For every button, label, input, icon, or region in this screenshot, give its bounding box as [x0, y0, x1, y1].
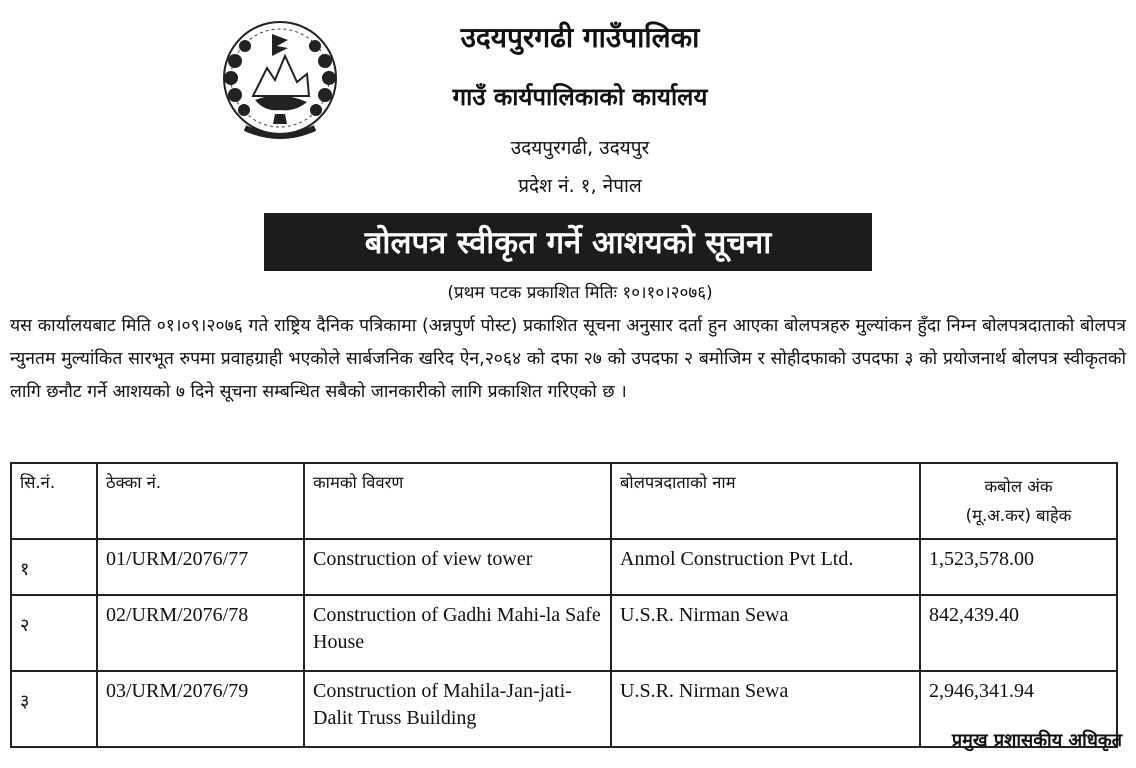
cell-amount: 1,523,578.00: [920, 539, 1117, 595]
cell-amount: 842,439.40: [920, 595, 1117, 671]
table-row: [11, 595, 1117, 671]
header-bidder: बोलपत्रदाताको नाम: [611, 463, 920, 539]
office-address: उदयपुरगढी, उदयपुर: [510, 137, 650, 159]
signatory: प्रमुख प्रशासकीय अधिकृत: [951, 730, 1122, 751]
notice-body: यस कार्यालयबाट मिति ०१।०९।२०७६ गते राष्ट्रिय दैनिक पत्रिकामा (अन्नपुर्ण पोस्ट) प्रकाशित सूचना अनुसार दर्ता हुन आएका बोलपत्रहरु मुल्यांकन हुँदा निम्न बोलपत्रदाताको बोलपत्र न्युनतम मुल्यांकित सारभूत रुपमा प्रवाहग्राही भएकोले सार्बजनिक खरिद ऐन,२०६४ को दफा २७ को उपदफा २ बमोजिम र सोहीदफाको उपदफा ३ को प्रयोजनार्थ बोलपत्र स्वीकृतको लागि छनौट गर्ने आशयको ७ दिने सूचना सम्बन्धित सबैको जानकारीको लागि प्रकाशित गरिएको छ ।: [10, 316, 1126, 402]
cell-bidder: Anmol Construction Pvt Ltd.: [611, 539, 920, 595]
cell-sn: ३: [11, 671, 97, 747]
cell-contract-no: 02/URM/2076/78: [97, 595, 304, 671]
table-row: [11, 539, 1117, 595]
cell-sn: २: [11, 595, 97, 671]
header-amount-line2: (मू.अ.कर) बाहेक: [965, 506, 1072, 525]
header-amount: [920, 463, 1117, 539]
bid-table: [10, 462, 1118, 748]
notice-title: बोलपत्र स्वीकृत गर्ने आशयको सूचना: [264, 213, 872, 271]
table-header-row: [11, 463, 1117, 539]
cell-bidder: U.S.R. Nirman Sewa: [611, 671, 920, 747]
cell-bidder: U.S.R. Nirman Sewa: [611, 595, 920, 671]
cell-work: Construction of Mahila-Jan-jati-Dalit Truss Building: [304, 671, 611, 747]
cell-contract-no: 01/URM/2076/77: [97, 539, 304, 595]
cell-work: Construction of view tower: [304, 539, 611, 595]
cell-sn: १: [11, 539, 97, 595]
office-name: गाउँ कार्यपालिकाको कार्यालय: [452, 83, 708, 111]
cell-work: Construction of Gadhi Mahi-la Safe House: [304, 595, 611, 671]
header-sn: सि.नं.: [11, 463, 97, 539]
published-date: (प्रथम पटक प्रकाशित मितिः १०।१०।२०७६): [447, 283, 713, 303]
cell-contract-no: 03/URM/2076/79: [97, 671, 304, 747]
province-line: प्रदेश नं. १, नेपाल: [518, 175, 642, 197]
header-work: कामको विवरण: [304, 463, 611, 539]
header-contract-no: ठेक्का नं.: [97, 463, 304, 539]
municipality-name: उदयपुरगढी गाउँपालिका: [460, 21, 700, 54]
cell-amount: 2,946,341.94: [920, 671, 1117, 747]
header-amount-line1: कबोल अंक: [984, 477, 1053, 496]
